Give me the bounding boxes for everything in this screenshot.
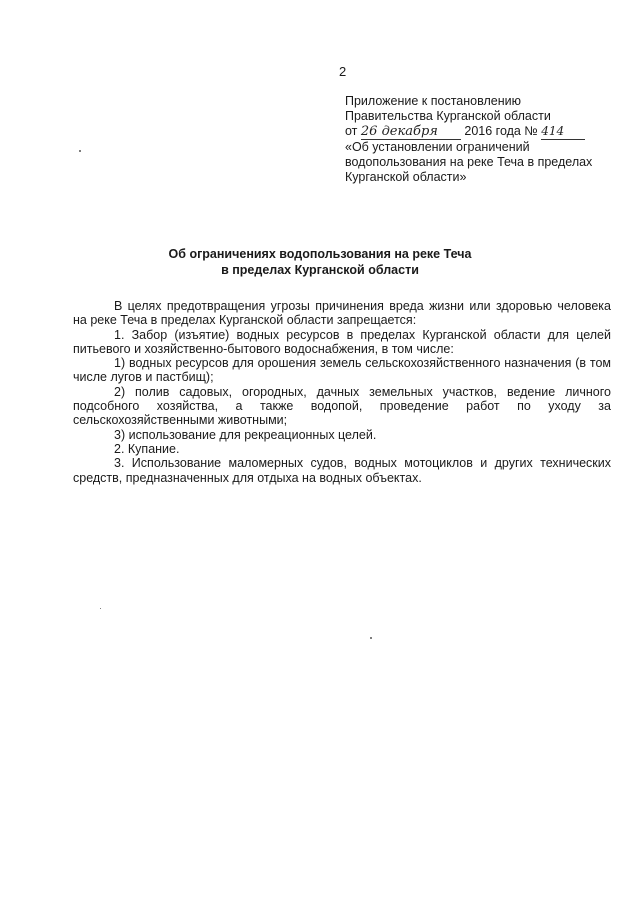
appendix-line-5: водопользования на реке Теча в пределах	[345, 155, 593, 169]
document-body	[73, 299, 611, 485]
document-title	[140, 246, 500, 278]
handwritten-date: 26 декабря	[361, 124, 461, 140]
scan-speck	[79, 150, 81, 152]
title-line-1: Об ограничениях водопользования на реке Теча	[168, 247, 472, 261]
appendix-line-4: «Об установлении ограничений	[345, 140, 530, 154]
appendix-line-2: Правительства Курганской области	[345, 109, 551, 123]
appendix-date-line	[345, 124, 630, 140]
appendix-line-6: Курганской области»	[345, 170, 467, 184]
date-prefix: от	[345, 124, 358, 138]
paragraph-item-3: 3. Использование маломерных судов, водных мотоциклов и других технических средств, предназначенных для отдыха на водных объектах.	[73, 456, 611, 485]
paragraph-item-2: 2. Купание.	[114, 441, 180, 456]
paragraph-subitem-2: 2) полив садовых, огородных, дачных земельных участков, ведение личного подсобного хозяйства, а также водопой, проведение работ по уходу за сельскохозяйственными животными;	[73, 384, 611, 428]
paragraph-subitem-3: 3) использование для рекреационных целей.	[114, 427, 377, 442]
handwritten-number: 414	[541, 124, 585, 140]
scan-speck	[100, 608, 101, 609]
date-middle: 2016 года №	[464, 124, 538, 138]
appendix-line-1: Приложение к постановлению	[345, 94, 521, 108]
appendix-block	[345, 94, 630, 185]
scan-speck	[370, 637, 372, 639]
paragraph-subitem-1: 1) водных ресурсов для орошения земель сельскохозяйственного назначения (в том числе лугов и пастбищ);	[73, 356, 611, 385]
paragraph-intro: В целях предотвращения угрозы причинения вреда жизни или здоровью человека на реке Теча в пределах Курганской области запрещается:	[73, 299, 611, 328]
title-line-2: в пределах Курганской области	[221, 263, 419, 277]
page-number: 2	[339, 64, 347, 79]
paragraph-item-1: 1. Забор (изъятие) водных ресурсов в пределах Курганской области для целей питьевого и хозяйственно-бытового водоснабжения, в том числе:	[73, 327, 611, 356]
